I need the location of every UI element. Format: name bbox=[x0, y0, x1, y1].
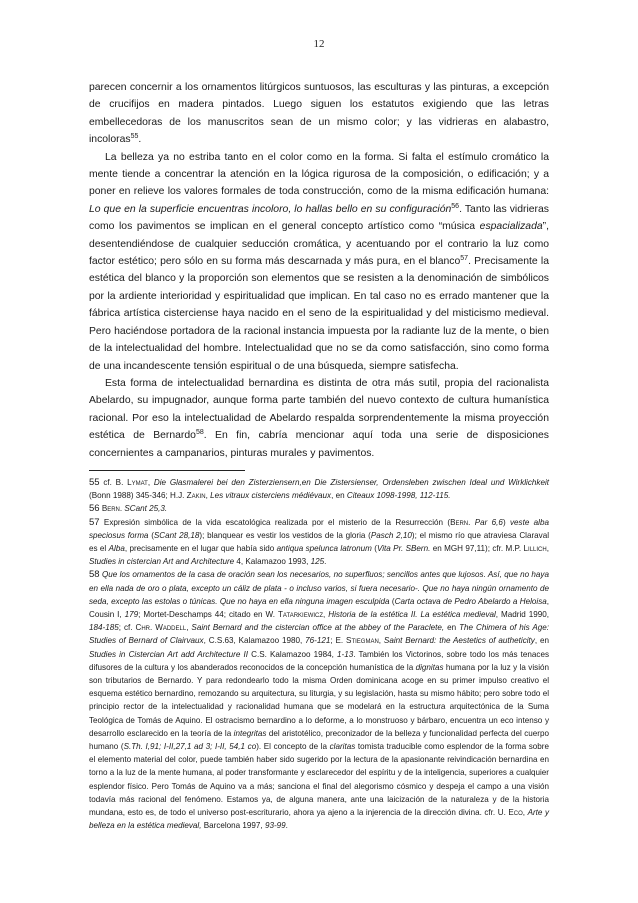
footnote-ref-55[interactable]: 55 bbox=[130, 133, 139, 141]
fn-title: dignitas bbox=[415, 662, 444, 672]
fn-author: Bern bbox=[101, 504, 120, 514]
fn-text: . bbox=[285, 821, 288, 831]
footnote-57 bbox=[89, 516, 549, 569]
fn-title: Arte y belleza en la estética medieval, bbox=[89, 808, 549, 831]
paragraph-3-text-b: . En fin, cabría mencionar aquí toda una serie de disposiciones concernientes a campanarios, pinturas murales y pavimentos. bbox=[89, 430, 549, 459]
fn-text: , C.S.63, Kalamazoo 1980, bbox=[203, 636, 306, 646]
paragraph-1 bbox=[89, 79, 549, 149]
fn-text: ; E. bbox=[330, 636, 347, 646]
fn-text: ); el mismo río que atraviesa Claraval es el bbox=[89, 530, 550, 554]
paragraph-2-text-d: . Precisamente la estética del blanco y la proporción son elementos que se resisten a la denominación de simbólicos por la ardiente interioridad y espiritualidad que implican. En tal caso no es errado mantener que la fábrica artística cisterciense haya nacido en el seno de la espiritualidad y del misticismo medieval. Pero haciéndose portadora de la racional instancia impuesta por la radiante luz de la mente, o bien de la intelectualidad del hombre. Intelectualidad que no se da como satisfacción, sino como forma de una incandescente tensión espiritual o de una búsqueda, siempre satisfecha. bbox=[89, 256, 549, 372]
fn-text: ( bbox=[148, 530, 154, 540]
fn-title: SCant 25,3. bbox=[124, 504, 168, 514]
fn-author: Tatarkiewicz bbox=[277, 610, 324, 620]
fn-title: 1-13 bbox=[337, 649, 354, 659]
fn-text: , bbox=[546, 544, 549, 554]
fn-text: humana por la luz y la visión son tributarios de Bernardo. Y para redondearlo todo la misma Orden dominicana acoge en su primer impulso creativo el esquema estético bernardino, remozando su arquitectura, su liturgia, y su legislación, hasta su mismo hábito; pero sobre todo el principio rector de la intelectualidad y racionalidad humana que se modelará en la estructura arquitectónica de la Suma Teológica de Tomás de Aquino. El ostracismo bernardino a lo deforme, a lo monstruoso y bárbaro, encuentra un eco intenso y desarrollo esclarecido en la teoría de la bbox=[89, 662, 549, 738]
footnote-number: 56 bbox=[89, 503, 100, 515]
fn-text: en MGH 97,11); cfr. M.P. bbox=[430, 544, 524, 554]
fn-text: cf. B. bbox=[99, 478, 128, 487]
fn-title: Carta octava de Pedro Abelardo a Heloisa bbox=[394, 596, 547, 606]
fn-title: The Chimera of his Age: Studies of Bernard of Clairvaux bbox=[89, 623, 549, 646]
fn-text: , bbox=[323, 610, 329, 620]
fn-text: tomista traducible como esplendor de la forma sobre el elemento material del color, puede también haber sido sugerido por la lectura de la apasionante reivindicación bernardina en torno a la luz de la mente humana, al poder transformante y esclarecedor del espíritu y de la inteligencia, superiores a cualquier esplendor físico. Pero Tomás de Aquino va a más; sanciona el final del alegorismo cósmico y despeja el campo a una visión todavía más racional del fenómeno. Estamos ya, de alguna manera, ante una laicización de la naturaleza y de la historia mundana, esto es, de todo el universo post-escriturario, ahora ya ajeno a la injerencia de la dirección divina. cfr. U. bbox=[89, 742, 549, 818]
fn-title: Saint Bernard and the cistercian office at the abbey of the Paraclete, bbox=[191, 623, 445, 633]
paragraph-1-end: . bbox=[138, 134, 142, 146]
footnote-number: 55 bbox=[89, 477, 100, 488]
fn-text: Expresión simbólica de la vida escatológica realizada por el misterio de la Resurrección ( bbox=[99, 517, 451, 527]
footnote-58 bbox=[89, 568, 549, 832]
fn-text: del aristotélico, preconizador de la belleza y funcionalidad perfecta del cuerpo humano ( bbox=[89, 728, 549, 752]
fn-text: ) bbox=[502, 517, 510, 527]
fn-title: Alba bbox=[108, 544, 125, 554]
fn-text: , en bbox=[534, 636, 550, 646]
footnotes bbox=[89, 476, 549, 832]
fn-title: Historia de la estética II. La estética medieval bbox=[328, 610, 496, 620]
footnote-55 bbox=[89, 476, 549, 502]
fn-title: veste alba speciosus forma bbox=[89, 517, 549, 540]
footnote-number: 58 bbox=[89, 569, 100, 581]
fn-text: ( bbox=[371, 544, 377, 554]
paragraph-3-text-a: Esta forma de intelectualidad bernardina es distinta de otra más sutil, propia del racionalista Abelardo, su impugnador, aunque forma parte también del nuevo contexto de cultura humanística racional. Por eso la intelectualidad de Abelardo respalda sorprendentemente la misma proyección estética de Bernardo bbox=[89, 377, 549, 442]
fn-title: Les vitraux cisterciens médiévaux bbox=[210, 491, 332, 501]
fn-text: , precisamente en el lugar que había sido bbox=[124, 544, 277, 554]
paragraph-2-emphasis: espacializada bbox=[479, 221, 543, 233]
fn-title: Citeaux 1098-1998, 112-115. bbox=[346, 491, 451, 501]
fn-title: S.Th. I,91; I-II,27,1 ad 3; I-II, 54,1 co bbox=[123, 742, 257, 752]
fn-text: . bbox=[468, 517, 475, 527]
fn-title: SCant 28,18 bbox=[153, 530, 200, 540]
fn-text: , bbox=[378, 636, 384, 646]
fn-title: Vita Pr. SBern. bbox=[376, 544, 431, 554]
fn-text: , Cousin I, bbox=[89, 596, 550, 620]
fn-text: ). El concepto de la bbox=[256, 742, 330, 752]
footnote-ref-56[interactable]: 56 bbox=[451, 202, 460, 210]
fn-text: . bbox=[119, 504, 125, 514]
fn-text: , en bbox=[331, 491, 347, 501]
fn-text: 4, Kalamazoo 1993, bbox=[234, 557, 311, 567]
fn-quote: Que los ornamentos de la casa de oración sean los necesarios, no superfluos; sencillos antes que lujosos. Así, que no haya en ella nada de oro o plata, excepto un cáliz de plata - o incluso varios, si fuera necesario-. Que no haya ningún ornamento de seda, excepto las estolas o túnicas. Que no haya en ella ninguna imagen esculpida bbox=[89, 570, 549, 606]
paragraph-2-quote: Lo que en la superficie encuentras incoloro, lo hallas bello en su configuración bbox=[89, 203, 452, 215]
fn-text: , Madrid 1990, bbox=[495, 610, 549, 620]
footnote-separator bbox=[89, 470, 245, 471]
fn-title: Die Glasmalerei bei den Zisterziensern,en Die Zistersienser, Ordensleben zwischen Ideal und Wirklichkeit bbox=[153, 478, 549, 487]
fn-text: Barcelona 1997, bbox=[201, 821, 265, 831]
fn-title: Studies in Cistercian Art add Architecture II bbox=[89, 649, 249, 659]
fn-title: 93-99 bbox=[264, 821, 286, 831]
fn-text: , bbox=[147, 478, 154, 487]
fn-text: ; cf. C bbox=[118, 623, 142, 633]
fn-text: C.S. Kalamazoo 1984, bbox=[248, 649, 338, 659]
fn-text: . bbox=[324, 557, 327, 567]
fn-author: Zakin bbox=[186, 491, 206, 501]
fn-title: 179 bbox=[124, 610, 139, 620]
fn-title: claritas bbox=[329, 742, 356, 752]
footnote-ref-58[interactable]: 58 bbox=[195, 429, 204, 437]
paragraph-2-text-a: La belleza ya no estriba tanto en el color como en la forma. Si falta el estímulo cromático la mente tiende a concentrar la atención en la lógica rigurosa de la composición, o edificación; y a poner en relieve los valores formales de toda construcción, como de la misma edificación humana: bbox=[89, 151, 549, 198]
fn-author: Eco bbox=[508, 808, 523, 818]
fn-title: 184-185 bbox=[89, 623, 119, 633]
fn-author: Stiegman bbox=[346, 636, 379, 646]
body-text bbox=[89, 79, 549, 462]
page-number: 12 bbox=[313, 38, 325, 50]
fn-text: , bbox=[205, 491, 211, 501]
fn-text: en bbox=[444, 623, 460, 633]
fn-text: , bbox=[522, 808, 528, 818]
fn-title: Par 6,6 bbox=[474, 517, 503, 527]
fn-text: ); blanquear es vestir los vestidos de la gloria ( bbox=[199, 530, 371, 540]
paragraph-1-text: parecen concernir a los ornamentos litúrgicos suntuosos, las esculturas y las pinturas, a excepción de crucifijos en madera pintados. Luego siguen los estatutos exigiendo que las letras embellecedoras de los manuscritos sean de un mismo color; y las vidrieras en alabastro, incoloras bbox=[89, 82, 549, 146]
fn-text: , bbox=[186, 623, 192, 633]
fn-author: hr. Waddell bbox=[141, 623, 187, 633]
fn-title: antiqua spelunca latronum bbox=[276, 544, 372, 554]
fn-title: integritas bbox=[233, 728, 267, 738]
paragraph-2-text-b: . Tanto las vidrieras como los pavimentos se implican en el general concepto artístico como “música bbox=[89, 203, 549, 233]
fn-text: (Bonn 1988) 345-346; H.J. bbox=[89, 491, 187, 501]
fn-title: Pasch 2,10 bbox=[370, 530, 412, 540]
footnote-56 bbox=[89, 502, 549, 515]
fn-author: Lillich bbox=[523, 544, 547, 554]
fn-author: Bern bbox=[450, 517, 469, 527]
fn-title: 76-121 bbox=[305, 636, 331, 646]
fn-title: Saint Bernard: the Aestetics of autheticity bbox=[383, 636, 535, 646]
paragraph-2 bbox=[89, 149, 549, 375]
paragraph-2-text-c: ”, desentendiéndose de cualquier seducción cromática, y acentuando por el contrario la luz como factor estético; pero sólo en su forma más descarnada y más pura, en el blanco bbox=[89, 221, 549, 268]
paragraph-3 bbox=[89, 375, 549, 462]
fn-author: Lymat bbox=[127, 478, 148, 487]
footnote-ref-57[interactable]: 57 bbox=[460, 255, 469, 263]
fn-text: ( bbox=[389, 596, 395, 606]
fn-title: 125 bbox=[310, 557, 325, 567]
footnote-number: 57 bbox=[89, 516, 100, 528]
fn-title: Studies in cistercian Art and Architecture bbox=[89, 557, 235, 567]
fn-text: . También los Victorinos, sobre todo los más tenaces difusores de la cultura y los abanderados reconocidos de la concepción humanística de la bbox=[89, 649, 549, 672]
fn-text: ; Mortet-Deschamps 44; citado en W. bbox=[138, 610, 278, 620]
